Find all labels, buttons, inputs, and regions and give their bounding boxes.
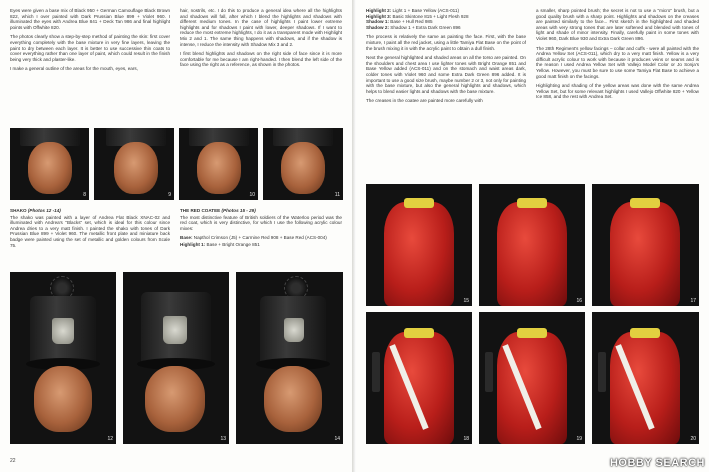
photo-caption: 16 — [576, 298, 582, 304]
mix-label: Base: — [180, 235, 193, 241]
paragraph: The most distinctive feature of British soldiers of the Waterloo period was the red coat, which is very distinctive, for which I use the following acrylic colour mixes: — [180, 214, 342, 231]
photo-reference: (Photos 12 -14) — [27, 208, 61, 213]
shako-photo-13 — [123, 272, 229, 444]
mix-value: Napthol Crimson (J5) + Carmine Red 908 + Base Red (ACS-004) — [193, 235, 327, 241]
photo-caption: 19 — [576, 436, 582, 442]
photo-caption: 13 — [220, 436, 226, 442]
paragraph: The photos clearly show a step-by-step method of painting the skin: first cover everything completely with the base mixture in very fine layers, leaving the paint to dry between each layer. It is better to use successive thin coats to cover everything rather than one layer of paint, which could result in the finish being very thick and plaster-like. — [10, 34, 170, 62]
mix-label: Highlight 1: — [180, 241, 206, 247]
left-column-2-text — [180, 8, 342, 126]
paragraph: The process is relatively the same as painting the face. First, with the base mixture, I paint all the red jacket, using a little Tamiya Flat Base on the point of the brush mixing it in with the acrylic paint to obtain a dull finish. — [366, 34, 526, 51]
paragraph: The creases in the coatee are painted more carefully with — [366, 98, 483, 104]
paint-mix — [180, 235, 342, 241]
photo-caption: 18 — [463, 436, 469, 442]
mix-value: Light 1 + Base Yellow (ACS-011) — [392, 8, 459, 13]
photo-caption: 14 — [334, 436, 340, 442]
shako-section — [10, 208, 170, 278]
right-page — [356, 0, 709, 472]
photo-caption: 15 — [463, 298, 469, 304]
paragraph: I first blend highlights and shadows on the right side of face since it is more comfortable for me because I am right-handed. I then blend the left side of the face using the right as a reference, as shown in the photos. — [180, 51, 342, 68]
torso-photo-17 — [592, 184, 699, 306]
photo-caption: 20 — [690, 436, 696, 442]
paragraph: The 28th Regiment's yellow facings – collar and cuffs - were all painted with the Andrea Yellow Set (ACS-011), which dry to a very matt finish. Yellow is a very difficult acrylic colour to work with because it produces veins or seams and is the reason I used Andrea Yellow Set with Vallejo Model Color or Jo Sonja's Yellow. However, you must be sure to use some Tamiya Flat Base to achieve a good matt finish on the facings. — [536, 45, 699, 79]
mix-value: Shadow 1 + Extra Dark Green 896 — [390, 24, 461, 30]
mix-value: Basic Skintone 815 + Light Flesh 928 — [392, 13, 469, 19]
face-photo-11 — [263, 128, 343, 200]
right-column-1-text — [366, 8, 526, 182]
section-heading: THE RED COATEE — [180, 208, 221, 213]
mix-value: Base + Hull Red 985 — [390, 19, 433, 25]
photo-reference: (Photos 15 - 29) — [221, 208, 256, 213]
paragraph: hair, nostrils, etc. I do this to produce a general idea where all the highlights and shadows will fall, after which I blend the highlights and shadows with different medium tones. In the case of highlights I paint lower extreme highlights and for shadows I paint with lower, deeper shadows. If I want to reduce the most extreme highlights, I do it as a transparent mode with Highlight Mix 2 and 1. The same thing happens with shadows, and if the shadow is intense, I reduce the intensity with Shadow Mix 3 and 2. — [180, 8, 342, 47]
torso-photo-19 — [479, 312, 585, 444]
redcoat-section — [180, 208, 342, 278]
face-photo-8 — [10, 128, 89, 200]
shako-photo-14 — [236, 272, 343, 444]
page-number: 22 — [10, 458, 16, 464]
shako-photo-12 — [10, 272, 116, 444]
paint-mix — [366, 25, 526, 31]
paragraph: The shako was painted with a layer of Andrea Flat Black XNAC-02 and illuminated with Andrea's "Blacks" set, which is ideal for this colour since Andrea dries to a very matt finish. I painted the shako with tones of Dark Prussian Blue 899 + Violet 960. The metallic front plate and miniature back badge were painted using the set of metallic and golden colours from Scale 75. — [10, 214, 170, 248]
mix-label: Highlight 3: — [366, 13, 392, 19]
face-photo-9 — [94, 128, 174, 200]
photo-caption: 11 — [334, 192, 340, 198]
right-column-2-text — [536, 8, 699, 182]
section-heading: SHAKO — [10, 208, 27, 213]
left-page — [0, 0, 352, 472]
torso-photo-16 — [479, 184, 585, 306]
torso-photo-15 — [366, 184, 472, 306]
paragraph: Eyes were given a base mix of Black 950 + German Camouflage Black Brown 822, which I over painted with Dark Prussian Blue 899 + Violet 960. I illuminated the eyes with Andrea Blue 841 + Deck Tan 986 and final highlight points with Offwhite 820. — [10, 8, 170, 30]
paragraph: Highlighting and shading of the yellow areas was done with the same Andrea Yellow Set, but for some relevant highlights I used Vallejo Offwhite 820 + Yellow Ice 858, and the rest with Andrea Set. — [536, 83, 699, 100]
photo-caption: 17 — [690, 298, 696, 304]
photo-caption: 9 — [168, 192, 171, 198]
face-photo-10 — [179, 128, 258, 200]
paragraph: Next the general highlighted and shaded areas on all the torso are painted. On the shoulders and chest area I use lighter tones with Bright Orange 851 and Base Yellow added (ACS-011) and on the stomach and waist areas dark, colder tones with Violet 960 and some Extra Dark Green 896 added. It is important to use a good size brush, maybe number 2 or 3, not only for painting with the base mixture, but also the general highlights and shadows, which helps to blend easier lights and shadows with the base mixture. — [366, 55, 526, 94]
photo-caption: 10 — [249, 192, 255, 198]
paragraph: a smaller, sharp pointed brush; the secret is not to use a "micro" brush, but a good quality brush with a sharp point. Highlights and shadows on the creases are painted similarly to the face... First sketch in the highlighted and shaded areas with very strong tones that are later softened and blended with tones of light and shade of minor intensity. Finally, carefully paint in some tones with Violet 960, Dark Blue 930 and Extra Dark Green 896. — [536, 8, 699, 41]
torso-photo-18 — [366, 312, 472, 444]
photo-caption: 12 — [107, 436, 113, 442]
paint-mix — [180, 242, 342, 248]
mix-label: Shadow 2: — [366, 24, 389, 30]
mix-value: Base + Bright Orange 851 — [206, 241, 260, 247]
mix-label: Shadow 1: — [366, 19, 389, 25]
mix-label: Highlight 2: — [366, 8, 392, 13]
paragraph: I make a general outline of the areas for the mouth, eyes, ears, — [10, 66, 138, 72]
torso-photo-20 — [592, 312, 699, 444]
hobby-search-watermark: HOBBY SEARCH — [609, 457, 705, 469]
left-column-1-text — [10, 8, 170, 126]
photo-caption: 8 — [83, 192, 86, 198]
